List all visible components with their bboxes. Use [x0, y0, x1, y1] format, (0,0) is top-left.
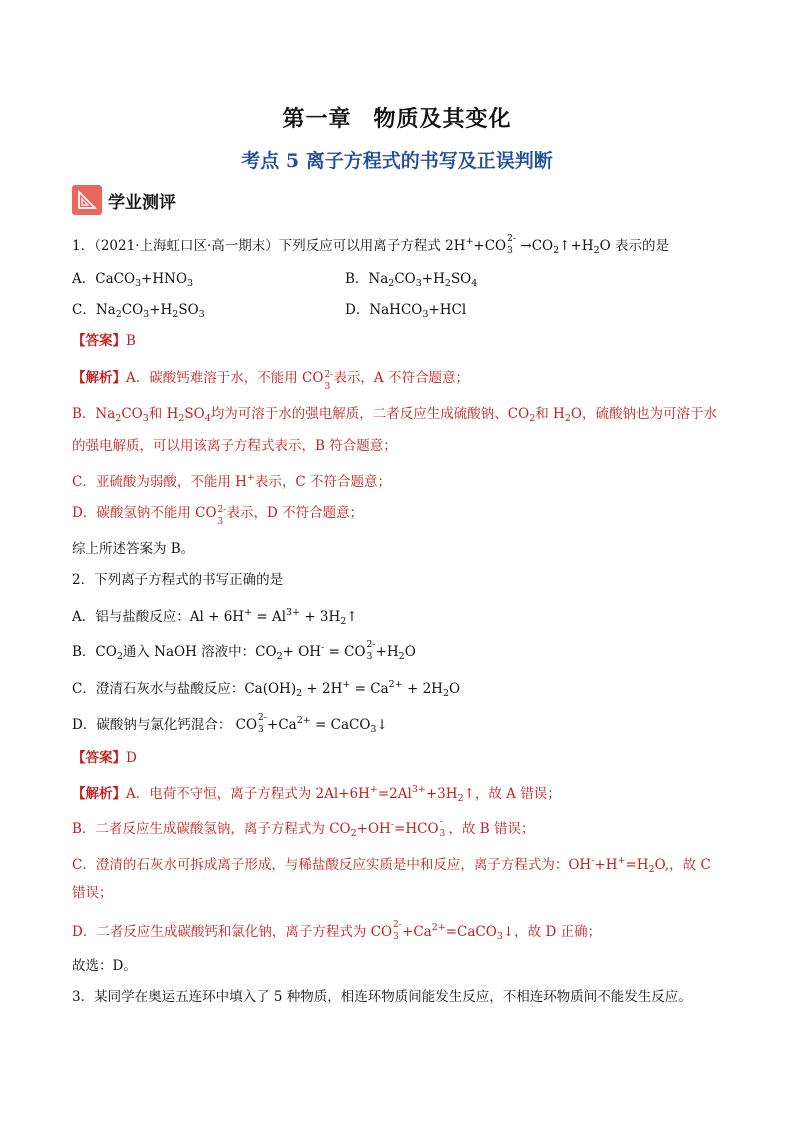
q2-conclusion: 故选：D。 [72, 958, 137, 974]
q1-option-b: B．$Na_2CO_3+H_2SO_4$ [345, 271, 478, 289]
q2-analysis-b: B．二者反应生成碳酸氢钠，离子方程式为 $CO_2+OH^-=HCO$ - 3 ，故 B 错误； [72, 817, 535, 839]
section-header [72, 184, 176, 216]
q1-options-row2 [72, 301, 722, 324]
chapter-number: 第一章 [282, 106, 352, 132]
q1-stem: 1．（2021·上海虹口区·高一期末）下列反应可以用离子方程式 2H++CO 2- 3 $\to CO_2↑+H_2O$ 表示的是 [72, 234, 669, 256]
q2-analysis-a: 【解析】A．电荷不守恒，离子方程式为 $2Al+6H^+=2Al^{3+}+3H_2↑$，故 A 错误； [72, 784, 561, 804]
chapter-title [0, 102, 794, 133]
q1-options-row1 [72, 270, 722, 293]
q1-analysis-b: B．$Na_2CO_3$和 $H_2SO_4$均为可溶于水的强电解质，二者反应生成硫酸钠、$CO_2$和 $H_2O$，硫酸钠也为可溶于水 [72, 406, 717, 424]
q1-option-c: C．$Na_2CO_3+H_2SO_3$ [72, 302, 205, 320]
q1-option-a: A．$CaCO_3+HNO_3$ [72, 271, 194, 289]
q2-option-b: B．$CO_2$通入 NaOH 溶液中：$CO_2+ OH^-$ = CO 2- 3 $+H_2O$ [72, 640, 416, 662]
q3-stem: 3．某同学在奥运五连环中填入了 5 种物质，相连环物质间能发生反应，不相连环物质间不能发生反应。 [72, 989, 692, 1005]
q1-analysis-d: D．碳酸氢钠不能用 CO 2- 3 表示，D 不符合题意； [72, 505, 364, 527]
q2-option-c: C．澄清石灰水与盐酸反应：$Ca(OH)_2 + 2H^+ = Ca^{2+} + 2H_2O$ [72, 679, 461, 699]
q2-analysis-c: C．澄清的石灰水可拆成离子形成，与稀盐酸反应实质是中和反应，离子方程式为：$OH^-+H^+=H_2O$,，故 C [72, 855, 711, 875]
q2-option-a: A．铝与盐酸反应：$Al + 6H^+ = Al^{3+}$ + $3H_2↑$ [72, 607, 358, 627]
section-label: 学业测评 [108, 192, 176, 213]
q2-stem: 2．下列离子方程式的书写正确的是 [72, 572, 284, 588]
q2-answer: 【答案】D [72, 750, 137, 766]
q2-option-d: D．碳酸钠与氯化钙混合： CO 2- 3 $+Ca^{2+}$ = CaCO$_3$↓ [72, 713, 388, 735]
topic-subtitle: 考点 5 离子方程式的书写及正误判断 [241, 150, 553, 172]
chapter-name: 物质及其变化 [373, 106, 512, 132]
triangle-ruler-icon [72, 185, 102, 215]
q2-analysis-c-cont: 错误； [72, 885, 113, 901]
q1-answer: 【答案】B [72, 333, 136, 349]
q1-analysis-c: C．亚硫酸为弱酸，不能用 H+表示，C 不符合题意； [72, 472, 391, 490]
q1-option-d: D．NaHCO$_3$+HCl [345, 302, 467, 320]
q1-summary: 综上所述答案为 B。 [72, 541, 195, 557]
q2-analysis-d: D．二者反应生成碳酸钙和氯化钠，离子方程式为 CO 2- 3 $+Ca^{2+}=CaCO_3↓$，故 D 正确； [72, 920, 602, 942]
q1-analysis-b-cont: 的强电解质，可以用该离子方程式表示，B 符合题意； [72, 438, 397, 454]
q1-analysis-a: 【解析】A．碳酸钙难溶于水，不能用 CO 2- 3 表示，A 不符合题意； [72, 370, 469, 392]
